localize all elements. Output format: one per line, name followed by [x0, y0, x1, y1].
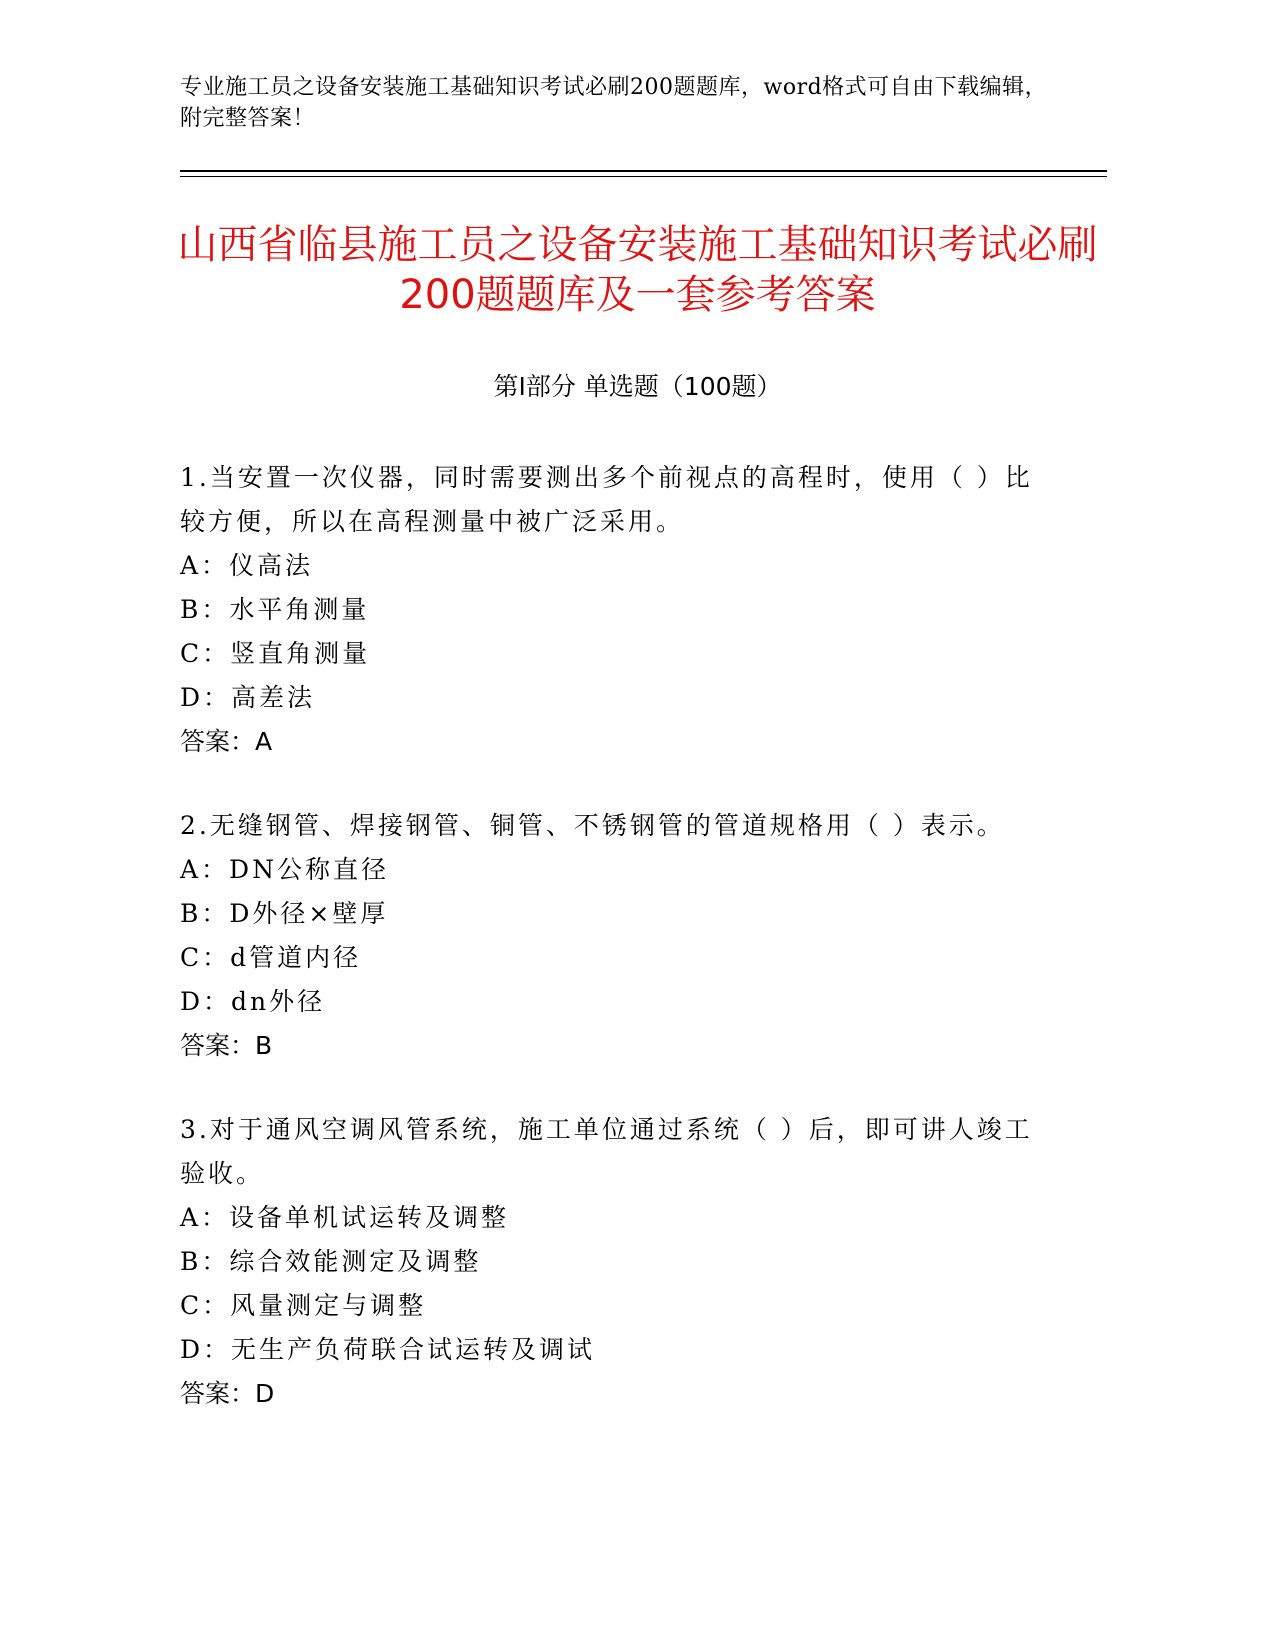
option-a: A：DN公称直径: [180, 855, 389, 884]
header-divider-thick: [180, 170, 1107, 172]
header-divider-thin: [180, 176, 1107, 177]
option-d: D：无生产负荷联合试运转及调试: [180, 1335, 596, 1364]
option-a: A：设备单机试运转及调整: [180, 1203, 510, 1232]
document-title: 山西省临县施工员之设备安装施工基础知识考试必刷200题题库及一套参考答案: [177, 222, 1098, 318]
option-b: B：D外径×壁厚: [180, 899, 389, 928]
question-stem: 2.无缝钢管、焊接钢管、铜管、不锈钢管的管道规格用（ ）表示。: [180, 811, 1005, 840]
option-c: C：风量测定与调整: [180, 1291, 427, 1320]
question-list: [180, 456, 1040, 1456]
answer-line: 答案：D: [180, 1379, 275, 1408]
option-c: C：d管道内径: [180, 943, 362, 972]
header-note: 专业施工员之设备安装施工基础知识考试必刷200题题库，word格式可自由下载编辑，附完整答案！: [180, 75, 1048, 131]
option-d: D：高差法: [180, 683, 316, 712]
option-b: B：综合效能测定及调整: [180, 1247, 482, 1276]
option-b: B：水平角测量: [180, 595, 370, 624]
question-item: [180, 456, 1040, 764]
option-d: D：dn外径: [180, 987, 326, 1016]
section-heading: 第Ⅰ部分 单选题（100题）: [493, 372, 782, 401]
option-a: A：仪高法: [180, 551, 314, 580]
answer-line: 答案：A: [180, 727, 273, 756]
option-c: C：竖直角测量: [180, 639, 371, 668]
question-stem: 3.对于通风空调风管系统，施工单位通过系统（ ）后，即可讲人竣工验收。: [180, 1115, 1033, 1188]
answer-line: 答案：B: [180, 1031, 273, 1060]
question-item: [180, 1108, 1040, 1416]
question-stem: 1.当安置一次仪器，同时需要测出多个前视点的高程时，使用（ ）比较方便，所以在高程测量中被广泛采用。: [180, 463, 1033, 536]
question-item: [180, 804, 1040, 1068]
